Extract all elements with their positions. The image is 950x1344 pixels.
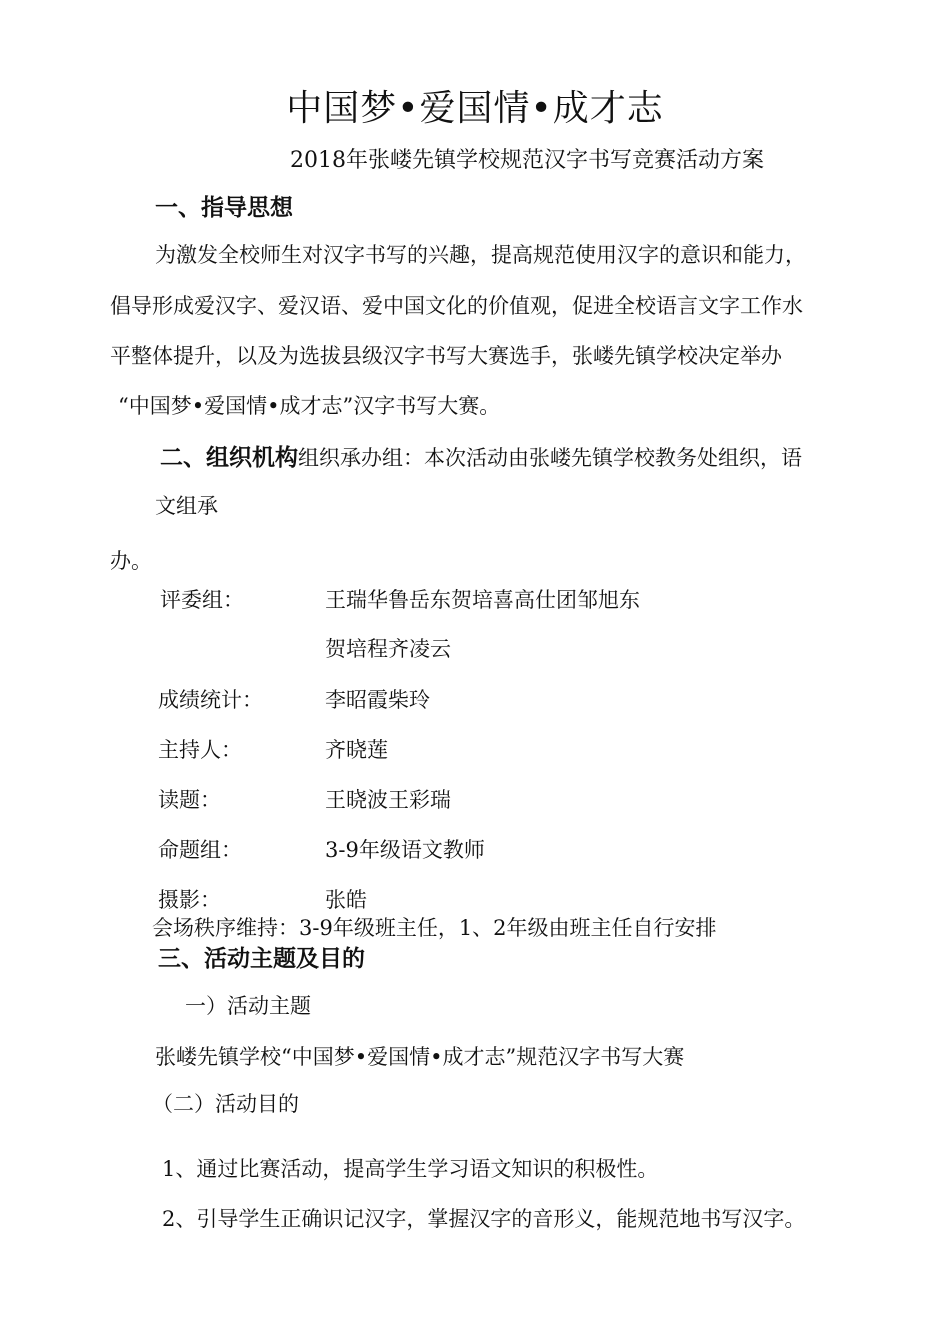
activity-theme-text: 张嵝先镇学校“中国梦•爱国情•成才志”规范汉字书写大赛	[155, 1045, 685, 1069]
paragraph-line: 为激发全校师生对汉字书写的兴趣，提高规范使用汉字的意识和能力，	[155, 243, 806, 267]
role-value-reader: 王晓波王彩瑞	[325, 788, 451, 812]
role-value-judges: 王瑞华鲁岳东贺培喜高仕团邹旭东	[325, 588, 640, 612]
venue-order-text: 会场秩序维持：3-9年级班主任，1、2年级由班主任自行安排	[152, 916, 717, 940]
role-value-score-stats: 李昭霞柴玲	[325, 688, 430, 712]
subheading-activity-theme: 一）活动主题	[185, 994, 311, 1018]
paragraph-line: 平整体提升，以及为选拔县级汉字书写大赛选手，张嵝先镇学校决定举办	[110, 344, 782, 368]
paragraph-line: “中国梦•爱国情•成才志”汉字书写大赛。	[118, 394, 501, 418]
section-heading-theme-purpose: 三、活动主题及目的	[158, 946, 365, 972]
paragraph-line: 倡导形成爱汉字、爱汉语、爱中国文化的价值观，促进全校语言文字工作水	[110, 294, 803, 318]
purpose-item: 2、引导学生正确识记汉字，掌握汉字的音形义，能规范地书写汉字。	[162, 1207, 806, 1231]
section-heading-guiding-thought: 一、指导思想	[155, 195, 293, 221]
role-value-question-team: 3-9年级语文教师	[325, 838, 485, 862]
organizer-text-end: 办。	[110, 549, 152, 573]
role-value-host: 齐晓莲	[325, 738, 388, 762]
organizer-text: 组织承办组：本次活动由张嵝先镇学校教务处组织，语	[298, 446, 802, 470]
section-heading-organization-row	[160, 439, 802, 472]
section-heading-organization: 二、组织机构	[160, 445, 298, 471]
role-label-reader: 读题：	[158, 788, 221, 812]
role-label-question-team: 命题组：	[158, 838, 242, 862]
organizer-text-continued: 文组承	[155, 494, 218, 518]
role-value-judges-continued: 贺培程齐凌云	[325, 637, 451, 661]
document-subtitle: 2018年张嵝先镇学校规范汉字书写竞赛活动方案	[290, 148, 764, 173]
role-label-judges: 评委组：	[160, 588, 244, 612]
purpose-item: 1、通过比赛活动，提高学生学习语文知识的积极性。	[162, 1157, 659, 1181]
document-title: 中国梦•爱国情•成才志	[286, 88, 664, 129]
role-value-photography: 张皓	[325, 888, 367, 912]
role-label-photography: 摄影：	[158, 888, 221, 912]
subheading-activity-purpose: （二）活动目的	[152, 1092, 299, 1116]
role-label-score-stats: 成绩统计：	[158, 688, 263, 712]
role-label-host: 主持人：	[158, 738, 242, 762]
